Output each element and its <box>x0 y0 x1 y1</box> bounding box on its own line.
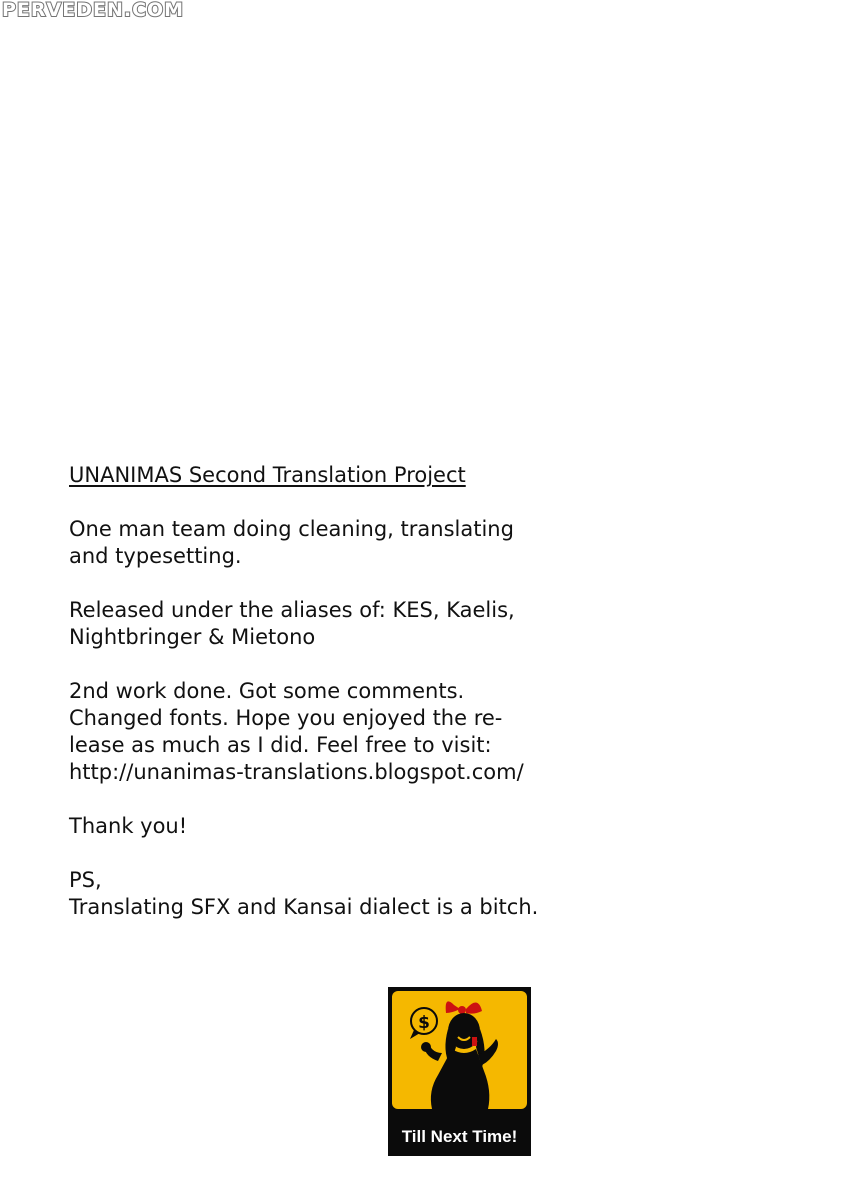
project-title: UNANIMAS Second Translation Project <box>69 463 466 487</box>
silhouette-girl-icon <box>392 991 527 1109</box>
watermark-logo: PERVEDEN.COM <box>2 0 185 21</box>
badge-caption: Till Next Time! <box>401 1127 518 1146</box>
team-paragraph: One man team doing cleaning, translating and typesetting. <box>69 517 514 568</box>
ps-paragraph: PS, Translating SFX and Kansai dialect is a bitch. <box>69 868 539 919</box>
thanks-line: Thank you! <box>69 814 188 838</box>
bubble-dollar-sign: $ <box>418 1013 430 1033</box>
release-paragraph: 2nd work done. Got some comments. Changed fonts. Hope you enjoyed the re- lease as much as I did. Feel free to visit: http://unanimas-translations.blogspot.com/ <box>69 679 524 784</box>
till-next-time-badge <box>388 987 531 1156</box>
aliases-paragraph: Released under the aliases of: KES, Kaelis, Nightbringer & Mietono <box>69 598 515 649</box>
translator-notes <box>69 462 589 948</box>
